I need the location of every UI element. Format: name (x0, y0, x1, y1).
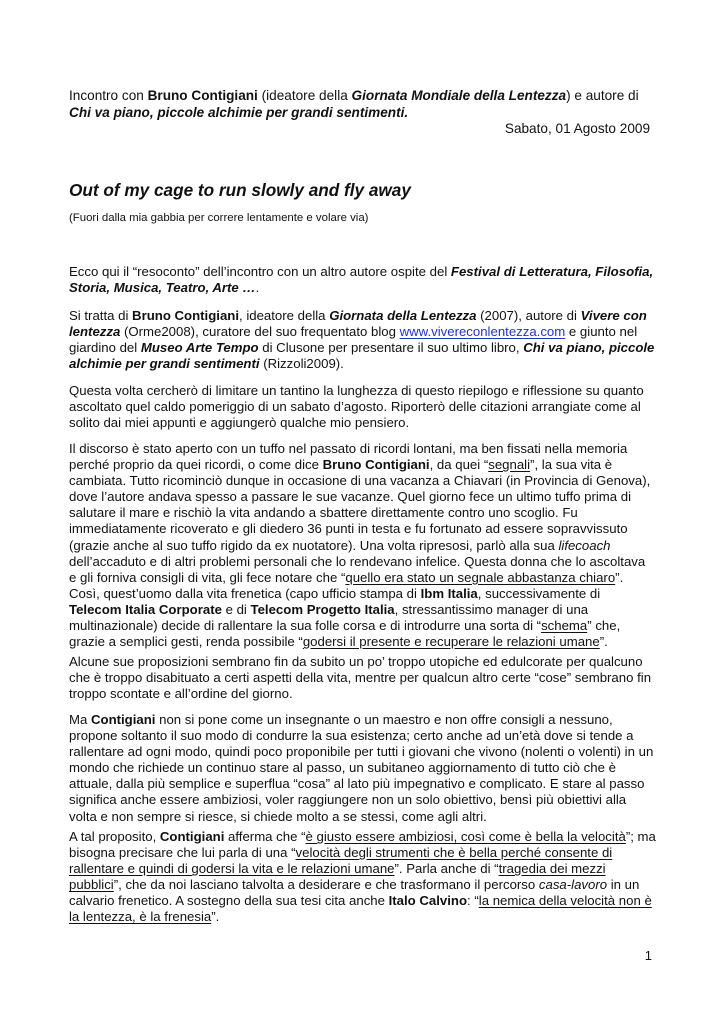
text: e giunto nel giardino del (69, 324, 638, 356)
paragraph-3: Questa volta cercherò di limitare un tantino la lunghezza di questo riepilogo e riflessione su quanto ascoltato quel caldo pomeriggio di un sabato d’agosto. Riporterò delle citazioni arrangiate come al solito dai miei appunti e aggiungerò qualche mio pensiero. (69, 383, 644, 431)
underlined-quote: è giusto essere ambiziosi, così come è bella la velocità (305, 829, 626, 844)
italic-term: lifecoach (558, 537, 611, 553)
text: ”. Così, quest’uomo dalla vita frenetica (capo ufficio stampa di (69, 569, 624, 601)
text: ”, che da noi lasciano talvolta a desiderare e che trasformano il percorso (113, 877, 539, 893)
author-name: Contigiani (90, 712, 156, 727)
paragraph-5: Alcune sue proposizioni sembrano fin da subito un po’ troppo utopiche ed edulcorate per qualcuno che è troppo disabituato a certi aspetti della vita, mentre per qualcun altro certe “cose” sembrano fin troppo scontate e all’ordine del giorno. (69, 654, 652, 702)
author-name: Bruno Contigiani (132, 308, 239, 323)
text: (Rizzoli2009). (259, 356, 344, 372)
header-author: Bruno Contigiani (147, 88, 258, 103)
paragraph-1 (69, 264, 656, 296)
text: , successivamente di (477, 585, 601, 601)
underlined-quote: quello era stato un segnale abbastanza chiaro (345, 569, 616, 585)
text: dell’accaduto e di altri problemi personali che lo rendevano infelice. Questa donna che lo ascoltava e gli forniva consigli di vita, gli fece notare che “ (69, 553, 646, 585)
article-title: Out of my cage to run slowly and fly away (69, 180, 411, 200)
text: ”; ma bisogna precisare che lui parla di una “ (69, 829, 656, 861)
text: Si tratta di (69, 308, 133, 323)
museo-name: Museo Arte Tempo (140, 340, 259, 356)
article-subtitle: (Fuori dalla mia gabbia per correre lentamente e volare via) (69, 212, 369, 224)
giornata-name: Giornata della Lentezza (329, 308, 477, 323)
festival-name: Festival di Letteratura, Filosofia, Storia, Musica, Teatro, Arte … (69, 264, 654, 296)
book-title: Chi va piano, piccole alchimie per grandi sentimenti (69, 340, 655, 372)
text: Ecco qui il “resoconto” dell’incontro con un altro autore ospite del (69, 264, 451, 279)
underlined-quote: tragedia dei mezzi pubblici (69, 861, 606, 893)
text: non si pone come un insegnante o un maestro e non offre consigli a nessuno, propone soltanto il suo modo di condurre la sua esistenza; certo anche ad un’età dove si tende a rallentare ad ogni modo, quindi poco proponibile per tutti i giovani che vivono (nolenti o volenti) in un mondo che richiede un continuo stare al passo, un subitaneo aggiornamento di tutto ciò che è attuale, dalla più semplice e superflua “cosa” al lato più impegnativo e complicato. E stare al passo significa anche essere ambiziosi, voler raggiungere non un solo obiettivo, bensì più obiettivi alla volta e non sempre si riesce, si chiede molto a se stessi, come agli altri. (69, 712, 654, 824)
company-name: Telecom Italia Corporate (69, 601, 222, 617)
underlined-quote: segnali (488, 457, 531, 473)
text: afferma che “ (224, 829, 306, 844)
header-event: Giornata Mondiale della Lentezza (351, 88, 567, 103)
text: ”. (599, 634, 608, 650)
company-name: Telecom Progetto Italia (250, 601, 395, 617)
italic-term: casa-lavoro (538, 877, 608, 893)
text: di Clusone per presentare il suo ultimo libro, (258, 340, 524, 356)
text: ”. (211, 909, 220, 925)
author-name: Contigiani (159, 829, 225, 844)
text: A tal proposito, (69, 829, 160, 844)
text: in un calvario frenetico. A sostegno della sua tesi cita anche (69, 877, 640, 909)
text: , stressantissimo manager di una multinazionale) decide di rallentare la sua folle corsa e di introdurre una sorta di “ (69, 601, 589, 634)
text: (2007), autore di (476, 308, 581, 323)
text: ” che, grazie a semplici gesti, renda possibile “ (69, 618, 621, 650)
text: , da quei “ (429, 457, 489, 473)
paragraph-6 (69, 712, 656, 825)
underlined-quote: la nemica della velocità non è la lentezza, è la frenesia (69, 893, 652, 925)
text: (Orme2008), curatore del suo frequentato blog (120, 324, 400, 340)
text: . (255, 280, 260, 296)
text: Il discorso è stato aperto con un tuffo nel passato di ricordi lontani, ma ben fissati nella memoria perché proprio da quei ricordi, o come dice (69, 441, 628, 473)
company-name: Ibm Italia (420, 585, 478, 601)
paragraph-7 (69, 829, 656, 926)
header-text: Incontro con (69, 88, 148, 103)
text: , ideatore della (239, 308, 330, 323)
book-title: Vivere con lentezza (69, 308, 647, 340)
cited-author: Italo Calvino (388, 893, 468, 909)
paragraph-4 (69, 441, 656, 650)
header-text: (ideatore della (257, 88, 352, 103)
blog-link[interactable]: www.vivereconlentezza.com (399, 324, 566, 340)
header-text: ) e autore di (566, 88, 639, 103)
author-name: Bruno Contigiani (322, 457, 430, 473)
underlined-quote: godersi il presente e recuperare le relazioni umane (302, 634, 600, 650)
text: ”, la sua vita è cambiata. Tutto ricominciò dunque in occasione di una vacanza a Chiavari (in Provincia di Genova), dove l’autore andava spesso a passare le sue vacanze. Quel giorno fece un ultimo tuffo prima di salutare il mare e rischiò la vita andando a sbattere direttamente contro uno scoglio. Fu immediatamente ricoverato e gli diedero 36 punti in testa e fu fortunato ad essere sopravvissuto (grazie anche al suo tuffo rigido da ex nuotatore). Una volta ripresosi, parlò alla sua (69, 457, 651, 553)
article-date: Sabato, 01 Agosto 2009 (504, 121, 650, 136)
text: Ma (69, 712, 91, 727)
page-number: 1 (644, 948, 652, 963)
underlined-quote: schema (541, 618, 588, 634)
article-header (69, 87, 656, 121)
paragraph-2 (69, 308, 656, 372)
text: : “ (467, 893, 479, 909)
header-book: Chi va piano, piccole alchimie per grandi sentimenti. (69, 105, 409, 120)
text: ”. Parla anche di “ (394, 861, 499, 877)
text: e di (221, 601, 251, 617)
underlined-quote: velocità degli strumenti che è bella perché consente di rallentare e quindi di godersi la vita e le relazioni umane (69, 845, 613, 877)
